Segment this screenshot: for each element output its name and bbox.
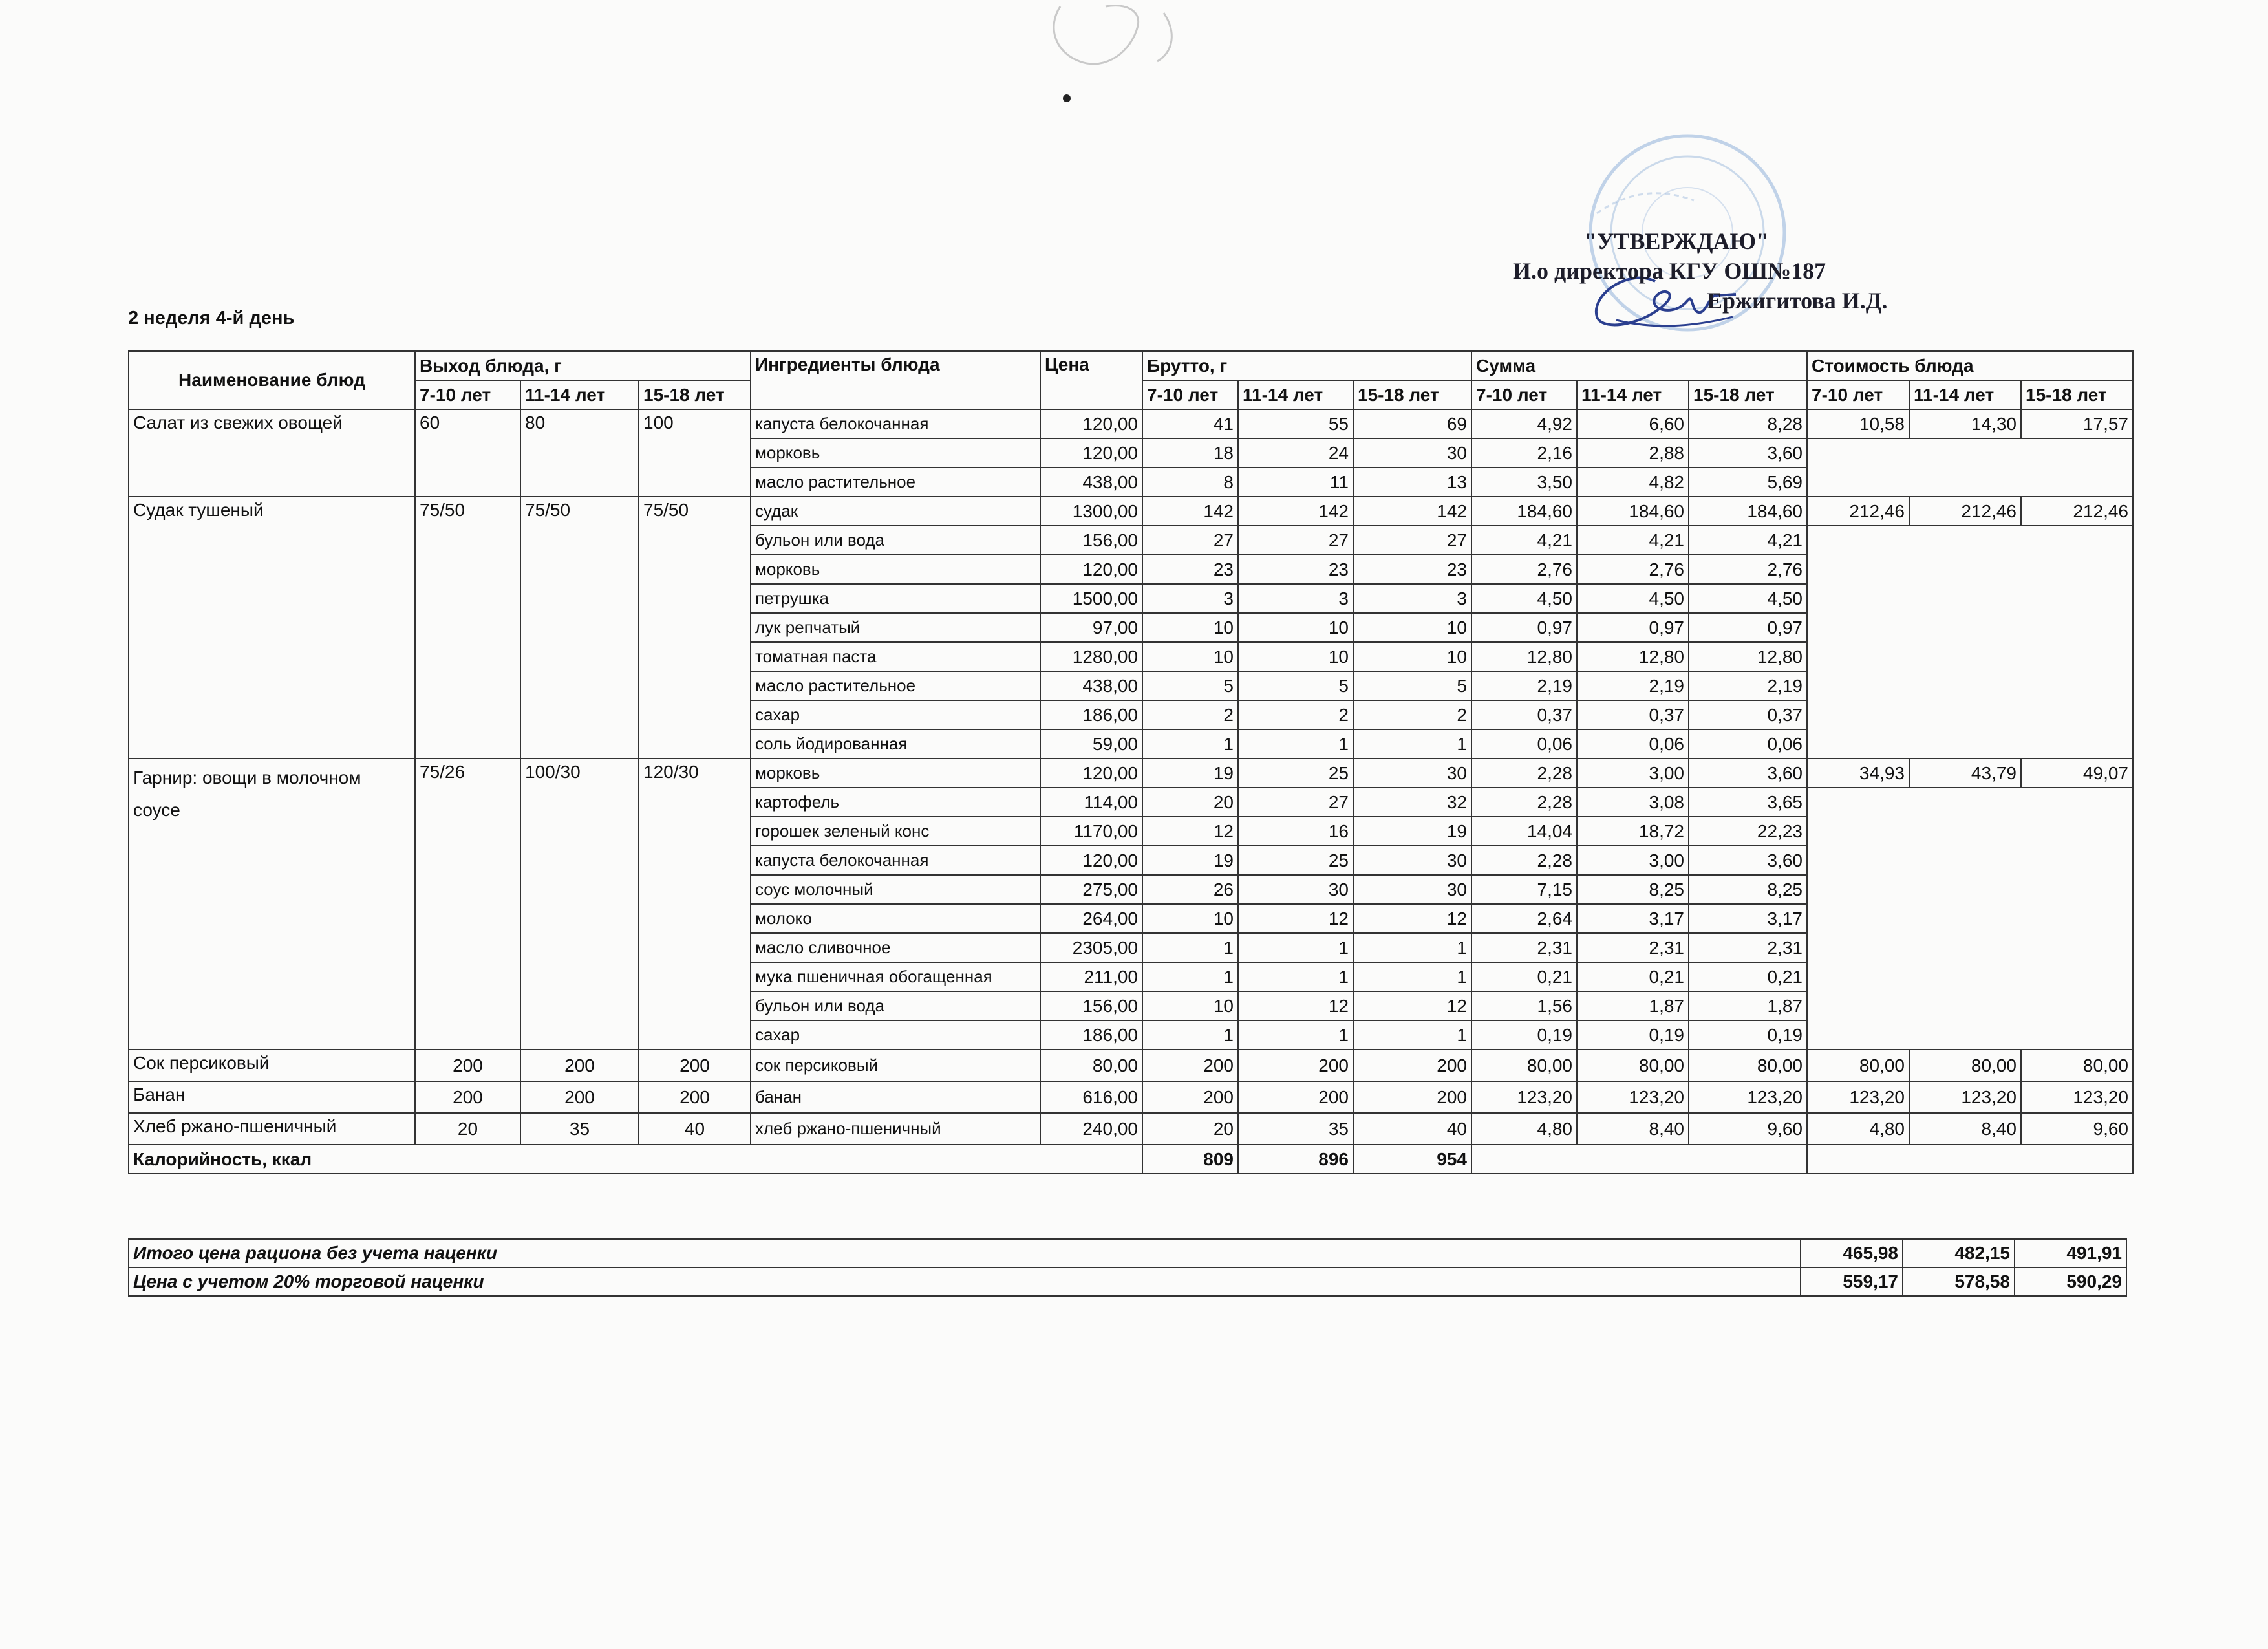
ingredient-sum: 0,19: [1689, 1020, 1807, 1050]
ingredient-brutto: 35: [1238, 1113, 1353, 1145]
ingredient-brutto: 30: [1353, 875, 1471, 904]
dish-cost: 34,93: [1807, 759, 1909, 788]
dish-output: 75/50: [415, 497, 520, 759]
ingredient-sum: 4,21: [1689, 526, 1807, 555]
ingredient-brutto: 18: [1142, 438, 1238, 468]
ingredient-sum: 2,28: [1471, 788, 1577, 817]
age-header: 7-10 лет: [1807, 380, 1909, 409]
ingredient-price: 438,00: [1040, 671, 1142, 700]
ingredient-brutto: 1: [1353, 729, 1471, 759]
dish-name: Банан: [129, 1081, 415, 1113]
header-output: Выход блюда, г: [415, 351, 751, 380]
ingredient-sum: 3,65: [1689, 788, 1807, 817]
ingredient-name: масло растительное: [751, 468, 1040, 497]
ingredient-sum: 3,08: [1577, 788, 1689, 817]
ingredient-brutto: 26: [1142, 875, 1238, 904]
ingredient-sum: 0,21: [1471, 962, 1577, 991]
ingredient-brutto: 30: [1353, 759, 1471, 788]
dish-output: 200: [639, 1081, 751, 1113]
ingredient-brutto: 142: [1353, 497, 1471, 526]
header-sum: Сумма: [1471, 351, 1807, 380]
total-value: 578,58: [1903, 1267, 2015, 1296]
ingredient-sum: 2,64: [1471, 904, 1577, 933]
dish-cost: 80,00: [1807, 1050, 1909, 1081]
age-header: 15-18 лет: [1689, 380, 1807, 409]
ingredient-sum: 3,60: [1689, 846, 1807, 875]
ingredient-price: 80,00: [1040, 1050, 1142, 1081]
ingredient-brutto: 142: [1238, 497, 1353, 526]
ingredient-sum: 184,60: [1471, 497, 1577, 526]
total-value: 482,15: [1903, 1239, 2015, 1267]
ingredient-price: 120,00: [1040, 555, 1142, 584]
ingredient-sum: 2,19: [1577, 671, 1689, 700]
dish-cost: 212,46: [1909, 497, 2021, 526]
ingredient-sum: 2,31: [1577, 933, 1689, 962]
ingredient-brutto: 12: [1238, 904, 1353, 933]
total-value: 465,98: [1801, 1239, 1903, 1267]
ingredient-sum: 3,17: [1577, 904, 1689, 933]
ingredient-sum: 12,80: [1577, 642, 1689, 671]
ingredient-sum: 4,50: [1471, 584, 1577, 613]
ingredient-price: 186,00: [1040, 1020, 1142, 1050]
ingredient-sum: 6,60: [1577, 409, 1689, 438]
table-row: [129, 1113, 2133, 1145]
ingredient-name: хлеб ржано-пшеничный: [751, 1113, 1040, 1145]
table-row: [129, 759, 2133, 788]
totals-table: [128, 1238, 2127, 1297]
ingredient-sum: 5,69: [1689, 468, 1807, 497]
ingredient-brutto: 1: [1142, 962, 1238, 991]
ingredient-name: капуста белокочанная: [751, 409, 1040, 438]
ingredient-brutto: 3: [1238, 584, 1353, 613]
dish-output: 80: [520, 409, 639, 497]
ingredient-brutto: 30: [1353, 846, 1471, 875]
dish-cost: 8,40: [1909, 1113, 2021, 1145]
age-header: 7-10 лет: [1142, 380, 1238, 409]
ingredient-sum: 3,50: [1471, 468, 1577, 497]
ingredient-sum: 1,87: [1689, 991, 1807, 1020]
dish-output: 200: [520, 1081, 639, 1113]
ingredient-sum: 184,60: [1689, 497, 1807, 526]
ingredient-brutto: 10: [1142, 613, 1238, 642]
dish-name: Гарнир: овощи в молочном соусе: [129, 759, 415, 1050]
ingredient-brutto: 12: [1353, 904, 1471, 933]
table-row: [129, 497, 2133, 526]
ingredient-brutto: 10: [1142, 904, 1238, 933]
ingredient-sum: 2,28: [1471, 846, 1577, 875]
ingredient-sum: 4,21: [1577, 526, 1689, 555]
ingredient-name: лук репчатый: [751, 613, 1040, 642]
ingredient-brutto: 12: [1238, 991, 1353, 1020]
ingredient-brutto: 1: [1238, 1020, 1353, 1050]
dish-name: Судак тушеный: [129, 497, 415, 759]
ingredient-sum: 2,28: [1471, 759, 1577, 788]
ingredient-price: 59,00: [1040, 729, 1142, 759]
ingredient-brutto: 20: [1142, 788, 1238, 817]
approval-block: [1513, 226, 1888, 316]
dish-output: 20: [415, 1113, 520, 1145]
dish-name: Салат из свежих овощей: [129, 409, 415, 497]
ingredient-brutto: 5: [1238, 671, 1353, 700]
ingredient-sum: 2,19: [1689, 671, 1807, 700]
ingredient-sum: 0,06: [1471, 729, 1577, 759]
ingredient-price: 264,00: [1040, 904, 1142, 933]
ingredient-sum: 3,17: [1689, 904, 1807, 933]
ingredient-sum: 80,00: [1471, 1050, 1577, 1081]
ingredient-sum: 8,25: [1577, 875, 1689, 904]
ingredient-sum: 80,00: [1689, 1050, 1807, 1081]
ingredient-name: морковь: [751, 759, 1040, 788]
total-row: [129, 1267, 2126, 1296]
ingredient-sum: 4,21: [1471, 526, 1577, 555]
ingredient-sum: 0,37: [1471, 700, 1577, 729]
dish-output: 200: [415, 1050, 520, 1081]
ingredient-brutto: 200: [1353, 1081, 1471, 1113]
ingredient-sum: 2,76: [1577, 555, 1689, 584]
calories-value: 896: [1238, 1145, 1353, 1174]
ingredient-brutto: 3: [1142, 584, 1238, 613]
total-row: [129, 1239, 2126, 1267]
ingredient-brutto: 1: [1353, 1020, 1471, 1050]
dish-output: 100/30: [520, 759, 639, 1050]
dish-cost: 49,07: [2021, 759, 2133, 788]
ingredient-sum: 1,87: [1577, 991, 1689, 1020]
ingredient-sum: 123,20: [1577, 1081, 1689, 1113]
ingredient-brutto: 2: [1142, 700, 1238, 729]
ingredient-name: мука пшеничная обогащенная: [751, 962, 1040, 991]
dish-name: Хлеб ржано-пшеничный: [129, 1113, 415, 1145]
ingredient-name: масло растительное: [751, 671, 1040, 700]
ingredient-brutto: 5: [1142, 671, 1238, 700]
dish-output: 60: [415, 409, 520, 497]
cost-empty: [1807, 788, 2133, 1050]
age-header: 11-14 лет: [1577, 380, 1689, 409]
ingredient-brutto: 1: [1238, 962, 1353, 991]
ingredient-sum: 3,00: [1577, 846, 1689, 875]
dish-cost: 17,57: [2021, 409, 2133, 438]
ingredient-brutto: 2: [1353, 700, 1471, 729]
ingredient-name: молоко: [751, 904, 1040, 933]
ingredient-sum: 7,15: [1471, 875, 1577, 904]
header-brutto: Брутто, г: [1142, 351, 1471, 380]
cost-empty: [1807, 526, 2133, 759]
ingredient-brutto: 23: [1353, 555, 1471, 584]
ingredient-price: 156,00: [1040, 526, 1142, 555]
ingredient-sum: 4,92: [1471, 409, 1577, 438]
ingredient-brutto: 12: [1353, 991, 1471, 1020]
dish-output: 35: [520, 1113, 639, 1145]
ingredient-sum: 2,19: [1471, 671, 1577, 700]
calories-label: Калорийность, ккал: [129, 1145, 1142, 1174]
ingredient-sum: 3,60: [1689, 438, 1807, 468]
ingredient-sum: 14,04: [1471, 817, 1577, 846]
ingredient-brutto: 200: [1238, 1050, 1353, 1081]
dish-cost: 43,79: [1909, 759, 2021, 788]
ingredient-brutto: 20: [1142, 1113, 1238, 1145]
ingredient-brutto: 10: [1142, 991, 1238, 1020]
dish-name: Сок персиковый: [129, 1050, 415, 1081]
ingredient-name: банан: [751, 1081, 1040, 1113]
ingredient-brutto: 5: [1353, 671, 1471, 700]
ingredient-brutto: 1: [1142, 1020, 1238, 1050]
ingredient-sum: 8,28: [1689, 409, 1807, 438]
ingredient-sum: 0,06: [1689, 729, 1807, 759]
age-header: 15-18 лет: [2021, 380, 2133, 409]
ingredient-price: 1280,00: [1040, 642, 1142, 671]
dish-cost: 123,20: [1909, 1081, 2021, 1113]
ingredient-price: 120,00: [1040, 438, 1142, 468]
ingredient-price: 120,00: [1040, 846, 1142, 875]
ingredient-price: 275,00: [1040, 875, 1142, 904]
ingredient-price: 211,00: [1040, 962, 1142, 991]
calories-value: 954: [1353, 1145, 1471, 1174]
total-value: 590,29: [2015, 1267, 2126, 1296]
ingredient-name: картофель: [751, 788, 1040, 817]
dish-output: 75/26: [415, 759, 520, 1050]
ingredient-name: горошек зеленый конс: [751, 817, 1040, 846]
ingredient-price: 240,00: [1040, 1113, 1142, 1145]
total-label: Итого цена рациона без учета наценки: [129, 1239, 1801, 1267]
ingredient-brutto: 27: [1238, 526, 1353, 555]
ingredient-brutto: 8: [1142, 468, 1238, 497]
ingredient-sum: 2,31: [1689, 933, 1807, 962]
ingredient-sum: 0,37: [1577, 700, 1689, 729]
dish-cost: 10,58: [1807, 409, 1909, 438]
header-price: Цена: [1040, 351, 1142, 409]
ingredient-brutto: 23: [1142, 555, 1238, 584]
dish-output: 200: [520, 1050, 639, 1081]
ingredient-name: бульон или вода: [751, 991, 1040, 1020]
ingredient-name: морковь: [751, 555, 1040, 584]
dish-output: 200: [415, 1081, 520, 1113]
ingredient-brutto: 1: [1142, 729, 1238, 759]
ingredient-brutto: 10: [1238, 613, 1353, 642]
ingredient-brutto: 27: [1353, 526, 1471, 555]
dish-cost: 212,46: [1807, 497, 1909, 526]
ingredient-sum: 0,97: [1689, 613, 1807, 642]
ingredient-brutto: 200: [1353, 1050, 1471, 1081]
ingredient-brutto: 40: [1353, 1113, 1471, 1145]
ingredient-price: 2305,00: [1040, 933, 1142, 962]
dish-cost: 80,00: [2021, 1050, 2133, 1081]
ingredient-price: 186,00: [1040, 700, 1142, 729]
ingredient-sum: 0,21: [1689, 962, 1807, 991]
header-dish: Наименование блюд: [129, 351, 415, 409]
age-header: 11-14 лет: [1909, 380, 2021, 409]
ingredient-brutto: 30: [1353, 438, 1471, 468]
dish-cost: 123,20: [2021, 1081, 2133, 1113]
ingredient-sum: 12,80: [1471, 642, 1577, 671]
approval-title: "УТВЕРЖДАЮ": [1584, 228, 1770, 254]
ingredient-name: судак: [751, 497, 1040, 526]
ingredient-brutto: 200: [1142, 1081, 1238, 1113]
header-cost: Стоимость блюда: [1807, 351, 2133, 380]
age-header: 15-18 лет: [1353, 380, 1471, 409]
ingredient-brutto: 1: [1353, 962, 1471, 991]
ingredient-brutto: 10: [1142, 642, 1238, 671]
ingredient-price: 616,00: [1040, 1081, 1142, 1113]
ingredient-price: 97,00: [1040, 613, 1142, 642]
ingredient-brutto: 10: [1353, 613, 1471, 642]
ingredient-brutto: 142: [1142, 497, 1238, 526]
ingredient-sum: 2,31: [1471, 933, 1577, 962]
ingredient-sum: 4,50: [1577, 584, 1689, 613]
dish-output: 75/50: [639, 497, 751, 759]
ingredient-brutto: 200: [1238, 1081, 1353, 1113]
ingredient-price: 438,00: [1040, 468, 1142, 497]
approval-position: И.о директора КГУ ОШ№187: [1513, 258, 1826, 284]
ingredient-brutto: 24: [1238, 438, 1353, 468]
approval-name: Ержигитова И.Д.: [1707, 288, 1888, 314]
ingredient-price: 1170,00: [1040, 817, 1142, 846]
ingredient-name: петрушка: [751, 584, 1040, 613]
dish-cost: 4,80: [1807, 1113, 1909, 1145]
ingredient-brutto: 27: [1142, 526, 1238, 555]
ingredient-brutto: 1: [1353, 933, 1471, 962]
ingredient-brutto: 200: [1142, 1050, 1238, 1081]
ingredient-brutto: 55: [1238, 409, 1353, 438]
table-row: [129, 1050, 2133, 1081]
scan-marks: [1034, 0, 1228, 110]
ingredient-brutto: 30: [1238, 875, 1353, 904]
ingredient-brutto: 13: [1353, 468, 1471, 497]
ingredient-brutto: 23: [1238, 555, 1353, 584]
dish-output: 120/30: [639, 759, 751, 1050]
ingredient-name: сахар: [751, 1020, 1040, 1050]
ingredient-name: морковь: [751, 438, 1040, 468]
ingredient-brutto: 69: [1353, 409, 1471, 438]
dish-cost: 9,60: [2021, 1113, 2133, 1145]
age-header: 11-14 лет: [520, 380, 639, 409]
ingredient-price: 1300,00: [1040, 497, 1142, 526]
ingredient-brutto: 3: [1353, 584, 1471, 613]
ingredient-name: бульон или вода: [751, 526, 1040, 555]
ingredient-sum: 3,60: [1689, 759, 1807, 788]
ingredient-sum: 2,76: [1471, 555, 1577, 584]
ingredient-brutto: 19: [1142, 759, 1238, 788]
ingredient-sum: 22,23: [1689, 817, 1807, 846]
ingredient-sum: 4,82: [1577, 468, 1689, 497]
ingredient-sum: 8,25: [1689, 875, 1807, 904]
calories-empty: [1471, 1145, 1807, 1174]
ingredient-brutto: 2: [1238, 700, 1353, 729]
age-header: 15-18 лет: [639, 380, 751, 409]
ingredient-sum: 123,20: [1689, 1081, 1807, 1113]
ingredient-sum: 0,37: [1689, 700, 1807, 729]
total-value: 559,17: [1801, 1267, 1903, 1296]
ingredient-name: соус молочный: [751, 875, 1040, 904]
ingredient-price: 120,00: [1040, 409, 1142, 438]
total-value: 491,91: [2015, 1239, 2126, 1267]
ingredient-price: 156,00: [1040, 991, 1142, 1020]
total-label: Цена с учетом 20% торговой наценки: [129, 1267, 1801, 1296]
ingredient-sum: 0,97: [1471, 613, 1577, 642]
ingredient-price: 1500,00: [1040, 584, 1142, 613]
dish-cost: 212,46: [2021, 497, 2133, 526]
cost-empty: [1807, 438, 2133, 497]
menu-body: [129, 409, 2133, 1145]
ingredient-sum: 4,80: [1471, 1113, 1577, 1145]
ingredient-sum: 2,76: [1689, 555, 1807, 584]
ingredient-sum: 8,40: [1577, 1113, 1689, 1145]
ingredient-brutto: 1: [1238, 933, 1353, 962]
ingredient-name: капуста белокочанная: [751, 846, 1040, 875]
dish-output: 75/50: [520, 497, 639, 759]
calories-empty: [1807, 1145, 2133, 1174]
dish-output: 100: [639, 409, 751, 497]
ingredient-sum: 0,97: [1577, 613, 1689, 642]
ingredient-brutto: 12: [1142, 817, 1238, 846]
ingredient-name: соль йодированная: [751, 729, 1040, 759]
table-row: [129, 1081, 2133, 1113]
dish-cost: 123,20: [1807, 1081, 1909, 1113]
ingredient-brutto: 32: [1353, 788, 1471, 817]
ingredient-price: 120,00: [1040, 759, 1142, 788]
ingredient-price: 114,00: [1040, 788, 1142, 817]
ingredient-brutto: 25: [1238, 846, 1353, 875]
ingredient-name: сахар: [751, 700, 1040, 729]
ingredient-brutto: 11: [1238, 468, 1353, 497]
ingredient-sum: 184,60: [1577, 497, 1689, 526]
age-header: 7-10 лет: [415, 380, 520, 409]
ingredient-sum: 0,06: [1577, 729, 1689, 759]
ingredient-name: сок персиковый: [751, 1050, 1040, 1081]
ingredient-name: томатная паста: [751, 642, 1040, 671]
ingredient-sum: 123,20: [1471, 1081, 1577, 1113]
age-header: 7-10 лет: [1471, 380, 1577, 409]
menu-table: [128, 350, 2134, 1174]
day-label: 2 неделя 4-й день: [128, 308, 295, 329]
ingredient-sum: 12,80: [1689, 642, 1807, 671]
ingredient-sum: 3,00: [1577, 759, 1689, 788]
dish-cost: 80,00: [1909, 1050, 2021, 1081]
ingredient-brutto: 10: [1353, 642, 1471, 671]
ingredient-brutto: 19: [1353, 817, 1471, 846]
ingredient-brutto: 19: [1142, 846, 1238, 875]
ingredient-sum: 4,50: [1689, 584, 1807, 613]
dish-cost: 14,30: [1909, 409, 2021, 438]
age-header: 11-14 лет: [1238, 380, 1353, 409]
ingredient-sum: 0,19: [1577, 1020, 1689, 1050]
ingredient-name: масло сливочное: [751, 933, 1040, 962]
header-ingredients: Ингредиенты блюда: [751, 351, 1040, 409]
ingredient-brutto: 10: [1238, 642, 1353, 671]
ingredient-brutto: 1: [1238, 729, 1353, 759]
ingredient-sum: 80,00: [1577, 1050, 1689, 1081]
ingredient-brutto: 1: [1142, 933, 1238, 962]
dish-output: 40: [639, 1113, 751, 1145]
ingredient-sum: 18,72: [1577, 817, 1689, 846]
table-row: [129, 409, 2133, 438]
ingredient-brutto: 16: [1238, 817, 1353, 846]
ingredient-brutto: 25: [1238, 759, 1353, 788]
ingredient-sum: 1,56: [1471, 991, 1577, 1020]
dish-output: 200: [639, 1050, 751, 1081]
ingredient-sum: 0,21: [1577, 962, 1689, 991]
ingredient-sum: 2,88: [1577, 438, 1689, 468]
ingredient-sum: 0,19: [1471, 1020, 1577, 1050]
ingredient-sum: 9,60: [1689, 1113, 1807, 1145]
ingredient-sum: 2,16: [1471, 438, 1577, 468]
ingredient-brutto: 41: [1142, 409, 1238, 438]
calories-value: 809: [1142, 1145, 1238, 1174]
ingredient-brutto: 27: [1238, 788, 1353, 817]
